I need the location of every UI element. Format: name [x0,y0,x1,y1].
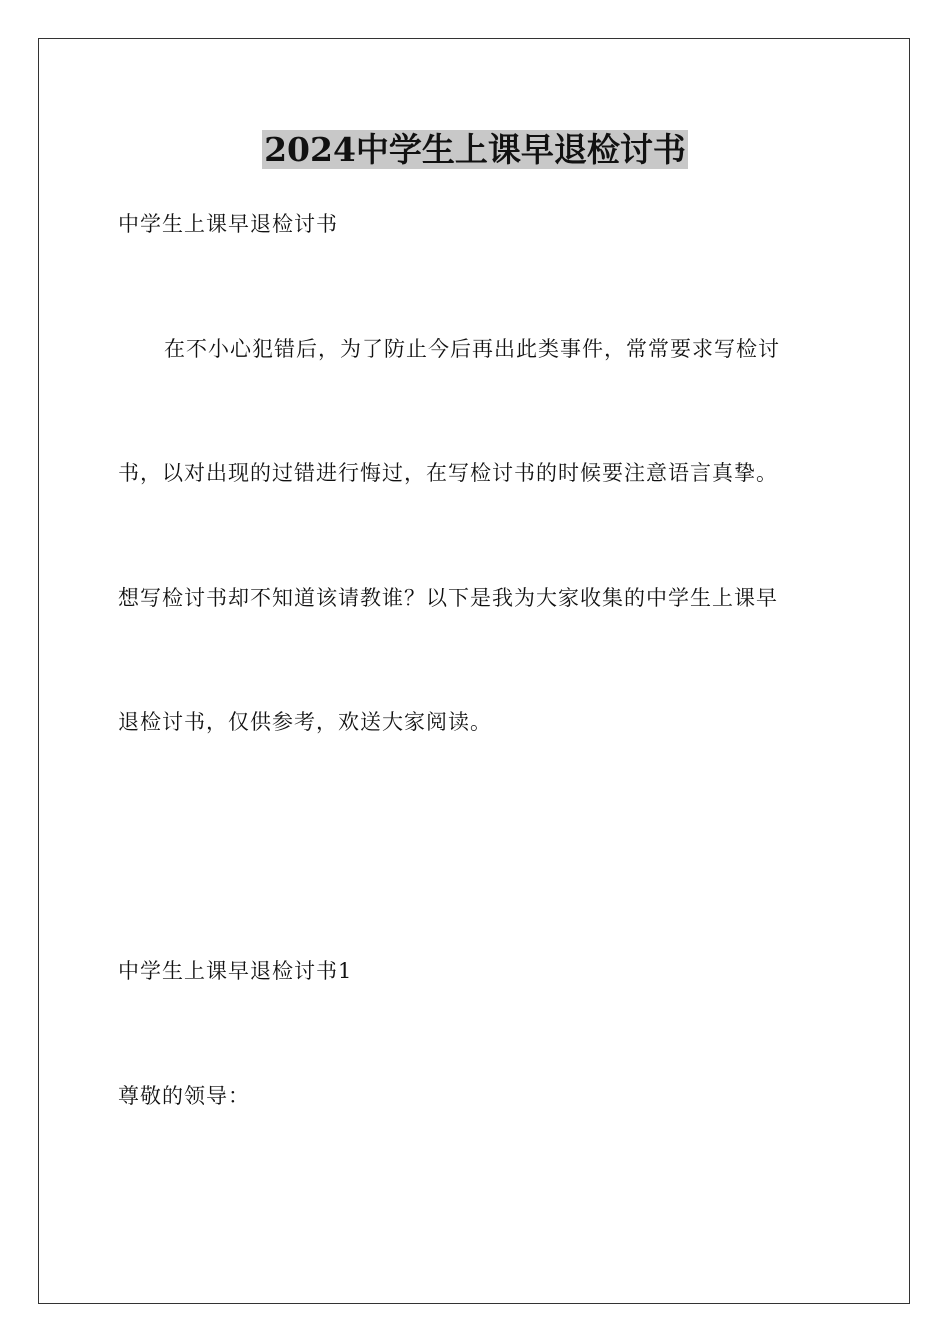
salutation: 尊敬的领导： [118,1084,250,1108]
section-heading: 中学生上课早退检讨书1 [118,959,353,983]
document-title-text: 2024中学生上课早退检讨书 [264,130,686,169]
intro-line-4: 退检讨书，仅供参考，欢送大家阅读。 [118,710,492,734]
intro-line-3: 想写检讨书却不知道该请教谁？以下是我为大家收集的中学生上课早 [118,586,778,610]
intro-line-1: 在不小心犯错后，为了防止今后再出此类事件，常常要求写检讨 [164,337,780,361]
document-title [0,124,950,176]
intro-line-2: 书，以对出现的过错进行悔过，在写检讨书的时候要注意语言真挚。 [118,461,778,485]
document-subtitle: 中学生上课早退检讨书 [118,212,338,236]
